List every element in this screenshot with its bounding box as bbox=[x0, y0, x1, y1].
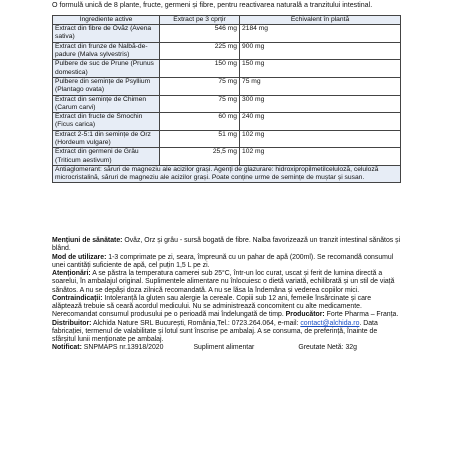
health-label: Mențiuni de sănătate: bbox=[52, 237, 123, 244]
warnings-text: A se păstra la temperatura camerei sub 25°C, într-un loc curat, uscat și ferit de lumina directă a soarelui, în ambalajul original. Suplimentele alimentare nu înlocuiesc o dietă variată, echilibrată și un stil de viață sănătos. A nu se depăși doza zilnică recomandată. A nu se lăsa la îndemâna și vederea copiilor mici. bbox=[52, 270, 395, 294]
distributor-label: Distribuitor: bbox=[52, 319, 92, 327]
warnings-label: Atenționări: bbox=[52, 270, 91, 277]
plant-equivalent: 102 mg bbox=[240, 148, 401, 166]
extract-amount: 60 mg bbox=[160, 113, 240, 131]
table-row bbox=[53, 42, 401, 60]
table-row bbox=[53, 95, 401, 113]
contra-text: Intoleranță la gluten sau alergie la cereale. Copiii sub 12 ani, femeile însărcinate și care alăptează trebuie să ceară acordul medicului. Nu se administrează concomitent cu alte medicamente. Nerecomandat consumul produsului pe o perioadă mai îndelungată de timp. bbox=[52, 294, 372, 319]
extract-amount: 150 mg bbox=[160, 60, 240, 78]
extract-amount: 75 mg bbox=[160, 77, 240, 95]
excipients-note: Antiaglomerant: săruri de magneziu ale acizilor grași. Agenți de glazurare: hidroxipropilmetilceluloză, celuloză microcristalină, săruri de magneziu ale acizilor grași. Poate conține urme de semințe de muștar și susan. bbox=[53, 165, 401, 182]
distributor-text: Alchida Nature SRL București, România,Tel.: 0723.264.064, e-mail: bbox=[91, 319, 301, 327]
ingredient-name: Extract 2-5:1 din semințe de Orz (Hordeum vulgare) bbox=[53, 130, 160, 148]
table-note-row bbox=[53, 165, 401, 182]
table-row bbox=[53, 148, 401, 166]
extract-amount: 546 mg bbox=[160, 25, 240, 43]
table-row bbox=[53, 113, 401, 131]
ingredient-name: Extract din frunze de Nalbă-de-padure (Malva sylvestris) bbox=[53, 42, 160, 60]
plant-equivalent: 900 mg bbox=[240, 42, 401, 60]
health-text: Ovăz, Orz și grâu - sursă bogată de fibre. Nalba favorizează un tranzit intestinal sănătos și blând. bbox=[52, 237, 401, 253]
ingredient-name: Pulbere de suc de Prune (Prunus domestica) bbox=[53, 60, 160, 78]
plant-equivalent: 150 mg bbox=[240, 60, 401, 78]
ingredient-name: Extract din germeni de Grâu (Triticum aestivum) bbox=[53, 148, 160, 166]
table-row bbox=[53, 60, 401, 78]
header-ingredients: Ingrediente active bbox=[53, 16, 160, 25]
plant-equivalent: 240 mg bbox=[240, 113, 401, 131]
header-equivalent: Echivalent în plantă bbox=[240, 16, 401, 25]
notif-text: SNPMAPS nr.13918/2020 bbox=[81, 344, 164, 352]
extract-amount: 51 mg bbox=[160, 130, 240, 148]
contraindications bbox=[52, 295, 402, 345]
product-details bbox=[52, 237, 402, 353]
producer-label: Producător: bbox=[285, 311, 325, 319]
producer-text: Forte Pharma – Franța. bbox=[324, 311, 399, 319]
extract-amount: 225 mg bbox=[160, 42, 240, 60]
table-header-row bbox=[53, 16, 401, 25]
net-weight: Greutate Netă: 32g bbox=[298, 344, 357, 352]
usage-label: Mod de utilizare: bbox=[52, 253, 107, 261]
email-link[interactable]: contact@alchida.ro bbox=[300, 319, 360, 327]
table-row bbox=[53, 77, 401, 95]
extract-amount: 25,5 mg bbox=[160, 148, 240, 166]
notification-line bbox=[52, 344, 402, 352]
after-email-text: . Data fabricației, termenul de valabilitate și lotul sunt înscrise pe ambalaj. A se consuma, de preferință, înainte de sfârșitul lunii menționate pe ambalaj. bbox=[52, 319, 378, 343]
usage-instructions bbox=[52, 254, 402, 271]
extract-amount: 75 mg bbox=[160, 95, 240, 113]
ingredients-table bbox=[52, 15, 401, 183]
product-category: Supliment alimentar bbox=[193, 344, 255, 352]
plant-equivalent: 2184 mg bbox=[240, 25, 401, 43]
ingredient-name: Pulbere din semințe de Psyllium (Plantago ovata) bbox=[53, 77, 160, 95]
table-row bbox=[53, 25, 401, 43]
ingredient-name: Extract din fructe de Smochin (Ficus carica) bbox=[53, 113, 160, 131]
table-row bbox=[53, 130, 401, 148]
warnings bbox=[52, 270, 402, 295]
usage-text: 1-3 comprimate pe zi, seara, împreună cu un pahar de apă (200ml). Se recomandă consumul unei cantități suficiente de apă, cel puțin 1,5 L pe zi. bbox=[52, 253, 394, 269]
plant-equivalent: 300 mg bbox=[240, 95, 401, 113]
plant-equivalent: 75 mg bbox=[240, 77, 401, 95]
contra-label: Contraindicații: bbox=[52, 294, 103, 302]
health-claims bbox=[52, 237, 402, 254]
intro-text: O formulă unică de 8 plante, fructe, germeni și fibre, pentru reactivarea naturală a tranzitului intestinal. bbox=[52, 1, 373, 9]
plant-equivalent: 102 mg bbox=[240, 130, 401, 148]
notif-label: Notificat: bbox=[52, 344, 82, 352]
ingredient-name: Extract din fibre de Ovăz (Avena sativa) bbox=[53, 25, 160, 43]
header-extract: Extract pe 3 cprțir bbox=[160, 16, 240, 25]
ingredient-name: Extract din semințe de Chimen (Carum carvi) bbox=[53, 95, 160, 113]
